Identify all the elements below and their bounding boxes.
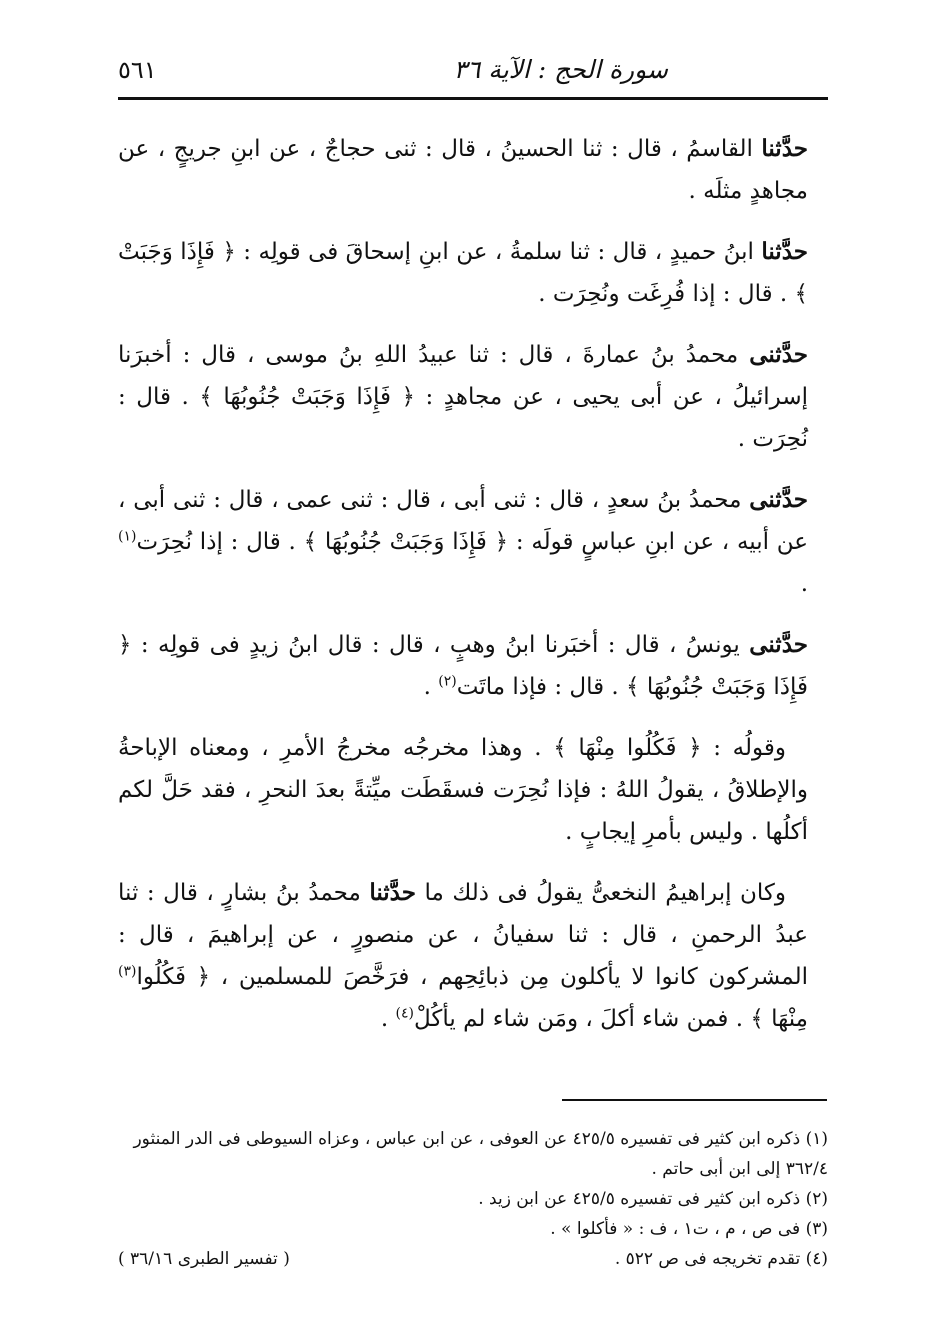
isnad-lead: حدَّثنا <box>761 238 808 265</box>
paragraph-text: . قال : إذا نُحِرَت <box>136 529 304 555</box>
quran-quote: ﴿ فَإِذَا وَجَبَتْ جُنُوبُهَا ﴾ <box>199 384 415 410</box>
isnad-lead: حدَّثنى <box>749 486 808 513</box>
footnote-marker[interactable]: (٤) <box>395 1005 415 1022</box>
footnotes <box>118 1124 828 1274</box>
running-title: سورة الحج : الآية ٣٦ <box>453 55 668 84</box>
paragraph-6 <box>118 727 808 853</box>
page-header <box>118 52 828 92</box>
isnad-lead: حدَّثنا <box>761 135 808 162</box>
footnote-divider <box>562 1099 827 1101</box>
page-number: ٥٦١ <box>118 56 157 84</box>
quran-quote: ﴿ فَكُلُوا مِنْهَا ﴾ <box>553 735 702 761</box>
footnote-2: (٢) ذكره ابن كثير فى تفسيره ٤٢٥/٥ عن ابن زيد . <box>478 1189 828 1209</box>
paragraph-text: يونسُ ، قال : أخبَرنا ابنُ وهبٍ ، قال : قال ابنُ زيدٍ فى قولِه : <box>131 632 750 658</box>
paragraph-text: . <box>380 1006 396 1032</box>
paragraph-text: محمدُ بنُ سعدٍ ، قال : ثنى أبى ، قال : ثنى عمى ، قال : ثنى أبى ، عن أبيه ، عن ابنِ عباسٍ قولَه : <box>118 487 809 555</box>
paragraph-text: ابنُ حميدٍ ، قال : ثنا سلمةُ ، عن ابنِ إسحاقَ فى قولِه : <box>235 239 762 265</box>
header-divider <box>118 97 828 100</box>
footnote-3: (٣) فى ص ، م ، ت١ ، ف : « فأكلوا » . <box>550 1219 828 1239</box>
paragraph-text: وقولُه : <box>701 735 786 761</box>
footnote-1: (١) ذكره ابن كثير فى تفسيره ٤٢٥/٥ عن العوفى ، عن ابن عباس ، وعزاه السيوطى فى الدر المنثور ٣٦٢/٤ إلى ابن أبى حاتم . <box>133 1129 828 1179</box>
paragraph-1 <box>118 128 808 212</box>
paragraph-4 <box>118 479 808 605</box>
paragraph-text: . <box>423 674 439 700</box>
isnad-lead: حدَّثنا <box>369 879 416 906</box>
paragraph-7 <box>118 872 808 1040</box>
paragraph-text: . <box>800 571 808 597</box>
paragraph-2 <box>118 231 808 315</box>
footnote-4: (٤) تقدم تخريجه فى ص ٥٢٢ . <box>614 1249 828 1269</box>
quran-quote: ﴿ فَإِذَا وَجَبَتْ جُنُوبُهَا ﴾ <box>118 632 808 700</box>
paragraph-text: . قال : إذا فُرِغَت ونُحِرَت . <box>538 281 795 307</box>
paragraph-text: محمدُ بنُ بشارٍ ، قال : ثنا عبدُ الرحمنِ ، قال : ثنا سفيانُ ، عن منصورٍ ، عن إبراهيمَ ، قال : المشركون كانوا لا يأكلون مِن ذبائِحِهم ، فرَخَّصَ للمسلمين ، <box>118 880 808 990</box>
main-text <box>118 128 808 1059</box>
paragraph-text: . قال : فإذا ماتَت <box>456 674 627 700</box>
paragraph-text: محمدُ بنُ عمارةَ ، قال : ثنا عبيدُ اللهِ بنُ موسى ، قال : أخبرَنا إسرائيلُ ، عن أبى يحيى ، عن مجاهدٍ : <box>118 342 809 410</box>
source-reference: ( تفسير الطبرى ٣٦/١٦ ) <box>118 1249 290 1269</box>
quran-quote: ﴿ فَإِذَا وَجَبَتْ جُنُوبُهَا ﴾ <box>303 529 509 555</box>
paragraph-text: . فمن شاء أكلَ ، ومَن شاء لم يأكُلْ <box>414 1006 751 1032</box>
footnote-marker[interactable]: (٣) <box>118 963 137 980</box>
footnote-marker[interactable]: (١) <box>118 528 137 545</box>
isnad-lead: حدَّثنى <box>749 631 808 658</box>
paragraph-5 <box>118 624 808 708</box>
paragraph-text: . وهذا مخرجُه مخرجُ الأمرِ ، ومعناه الإباحةُ والإطلاقُ ، يقولُ اللهُ : فإذا نُحِرَت فسقَطَت ميِّتةً بعدَ النحرِ ، فقد حَلَّ لكم أكلُها . وليس بأمرِ إيجابٍ . <box>118 735 808 845</box>
footnote-row-4 <box>118 1244 828 1274</box>
quran-quote: ﴿ فَكُلُوا <box>136 964 211 990</box>
paragraph-text: القاسمُ ، قال : ثنا الحسينُ ، قال : ثنى حجاجٌ ، عن ابنِ جريجٍ ، عن مجاهدٍ مثلَه . <box>118 136 808 204</box>
quran-quote: ﴿ فَإِذَا وَجَبَتْ ﴾ <box>118 239 808 307</box>
paragraph-text: وكان إبراهيمُ النخعىُّ يقولُ فى ذلك ما <box>415 880 786 906</box>
paragraph-text: . قال : نُحِرَت . <box>118 384 808 452</box>
paragraph-3 <box>118 334 808 460</box>
isnad-lead: حدَّثنى <box>749 341 808 368</box>
quran-quote: مِنْهَا ﴾ <box>750 1006 808 1032</box>
footnote-marker[interactable]: (٢) <box>438 673 457 690</box>
